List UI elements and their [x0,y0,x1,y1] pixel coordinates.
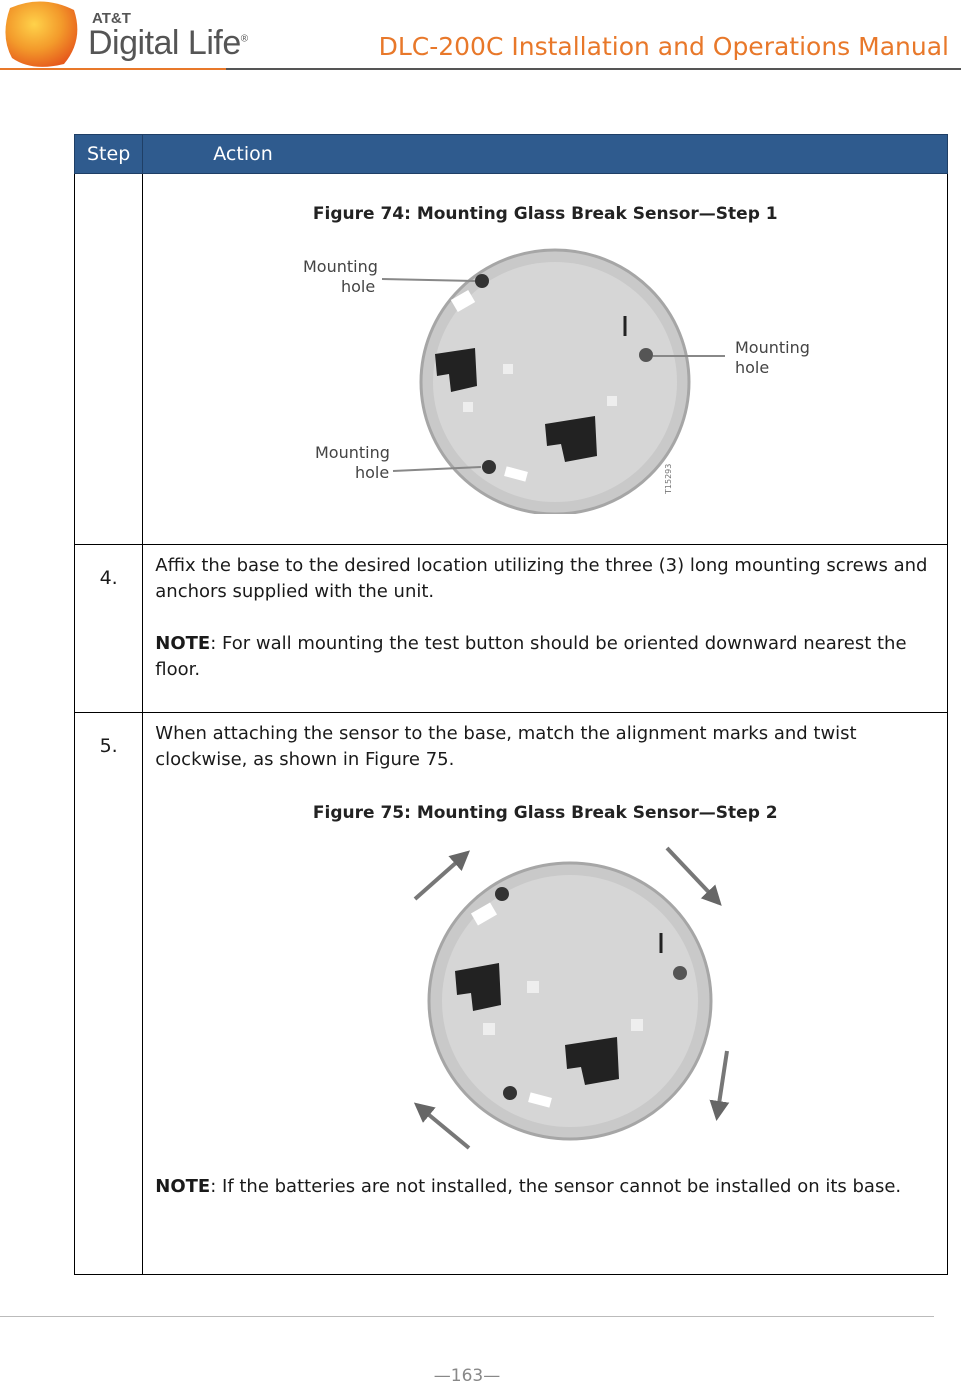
callout-label: Mounting [315,443,391,462]
table-row [75,545,948,713]
brand-digital-life: Digital Life® [88,24,248,62]
action-cell [143,713,948,1275]
brand-att: AT&T [92,10,131,27]
sensor-twist-illustration [155,823,935,1163]
page-number: —163— [433,1366,501,1386]
callout-label: Mounting [303,257,379,276]
table-row [75,713,948,1275]
footer-rule [0,1316,934,1317]
step-cell: 5. [75,713,143,1275]
table-row [75,174,948,545]
document-title: DLC-200C Installation and Operations Manual [378,32,949,61]
callout-label: hole [341,277,376,296]
step-cell [75,174,143,545]
callout-label: hole [355,463,390,482]
action-cell [143,174,948,545]
att-globe-logo [2,0,82,68]
figure-id-label: T15293 [664,463,674,494]
figure-caption: Figure 74: Mounting Glass Break Sensor—Step 1 [312,204,778,224]
column-header-step: Step [75,135,143,174]
registered-mark: ® [240,33,248,45]
step-5-note: NOTE: If the batteries are not installed, the sensor cannot be installed on its base. [155,1176,902,1198]
column-header-action: Action [143,135,948,174]
figure-74 [155,224,935,519]
figure-75 [155,823,935,1168]
page-header [0,0,961,72]
header-rule [0,68,961,70]
steps-table [74,134,948,1275]
table-header-row [75,135,948,174]
callout-label: hole [735,358,770,377]
action-cell [143,545,948,713]
step-cell: 4. [75,545,143,713]
step-4-note: NOTE: For wall mounting the test button should be oriented downward nearest the floor. [155,633,907,681]
sensor-base-illustration [155,224,935,514]
figure-caption: Figure 75: Mounting Glass Break Sensor—Step 2 [312,803,778,824]
step-5-text: When attaching the sensor to the base, match the alignment marks and twist clockwise, as shown in Figure 75. [155,723,857,771]
callout-label: Mounting [735,338,811,357]
step-4-text: Affix the base to the desired location utilizing the three (3) long mounting screws and anchors supplied with the unit. [155,555,928,603]
